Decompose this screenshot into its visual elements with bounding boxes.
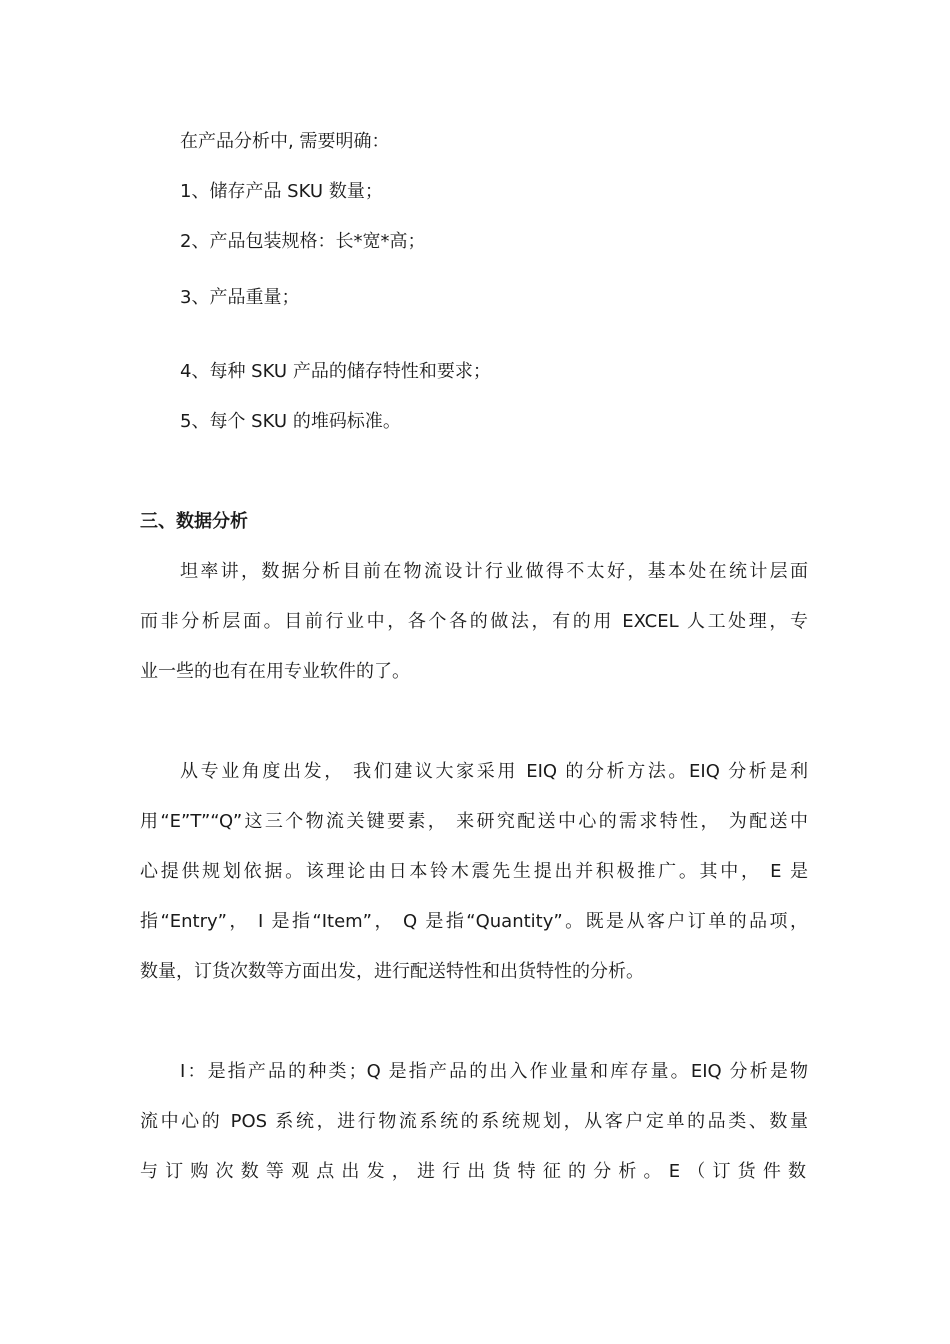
- section-heading: 三、数据分析: [140, 511, 248, 532]
- paragraph-1-line-2: 而非分析层面。目前行业中，各个各的做法，有的用 EXCEL 人工处理，专: [140, 611, 808, 632]
- list-item-1: 1、储存产品 SKU 数量；: [180, 181, 383, 202]
- list-item-4: 4、每种 SKU 产品的储存特性和要求；: [180, 361, 491, 382]
- paragraph-2-line-5: 数量，订货次数等方面出发，进行配送特性和出货特性的分析。: [140, 961, 644, 982]
- paragraph-3-line-1: I：是指产品的种类；Q 是指产品的出入作业量和库存量。EIQ 分析是物: [180, 1061, 808, 1082]
- paragraph-1-line-3: 业一些的也有在用专业软件的了。: [140, 661, 410, 682]
- paragraph-2-line-1: 从专业角度出发， 我们建议大家采用 EIQ 的分析方法。EIQ 分析是利: [180, 761, 808, 782]
- paragraph-3-line-3: 与订购次数等观点出发，进行出货特征的分析。E（订货件数: [140, 1161, 808, 1182]
- list-item-3: 3、产品重量；: [180, 287, 300, 308]
- paragraph-3-line-2: 流中心的 POS 系统，进行物流系统的系统规划，从客户定单的品类、数量: [140, 1111, 808, 1132]
- paragraph-2-line-4: 指“Entry”， I 是指“Item”， Q 是指“Quantity”。既是从客户订单的品项，: [140, 911, 808, 932]
- list-item-5: 5、每个 SKU 的堆码标准。: [180, 411, 401, 432]
- intro-line: 在产品分析中, 需要明确：: [180, 131, 390, 152]
- list-item-2: 2、产品包装规格：长*宽*高；: [180, 231, 426, 252]
- paragraph-1-line-1: 坦率讲，数据分析目前在物流设计行业做得不太好，基本处在统计层面: [180, 561, 808, 582]
- paragraph-2-line-2: 用“E”T”“Q”这三个物流关键要素， 来研究配送中心的需求特性， 为配送中: [140, 811, 808, 832]
- paragraph-2-line-3: 心提供规划依据。该理论由日本铃木震先生提出并积极推广。其中， E 是: [140, 861, 808, 882]
